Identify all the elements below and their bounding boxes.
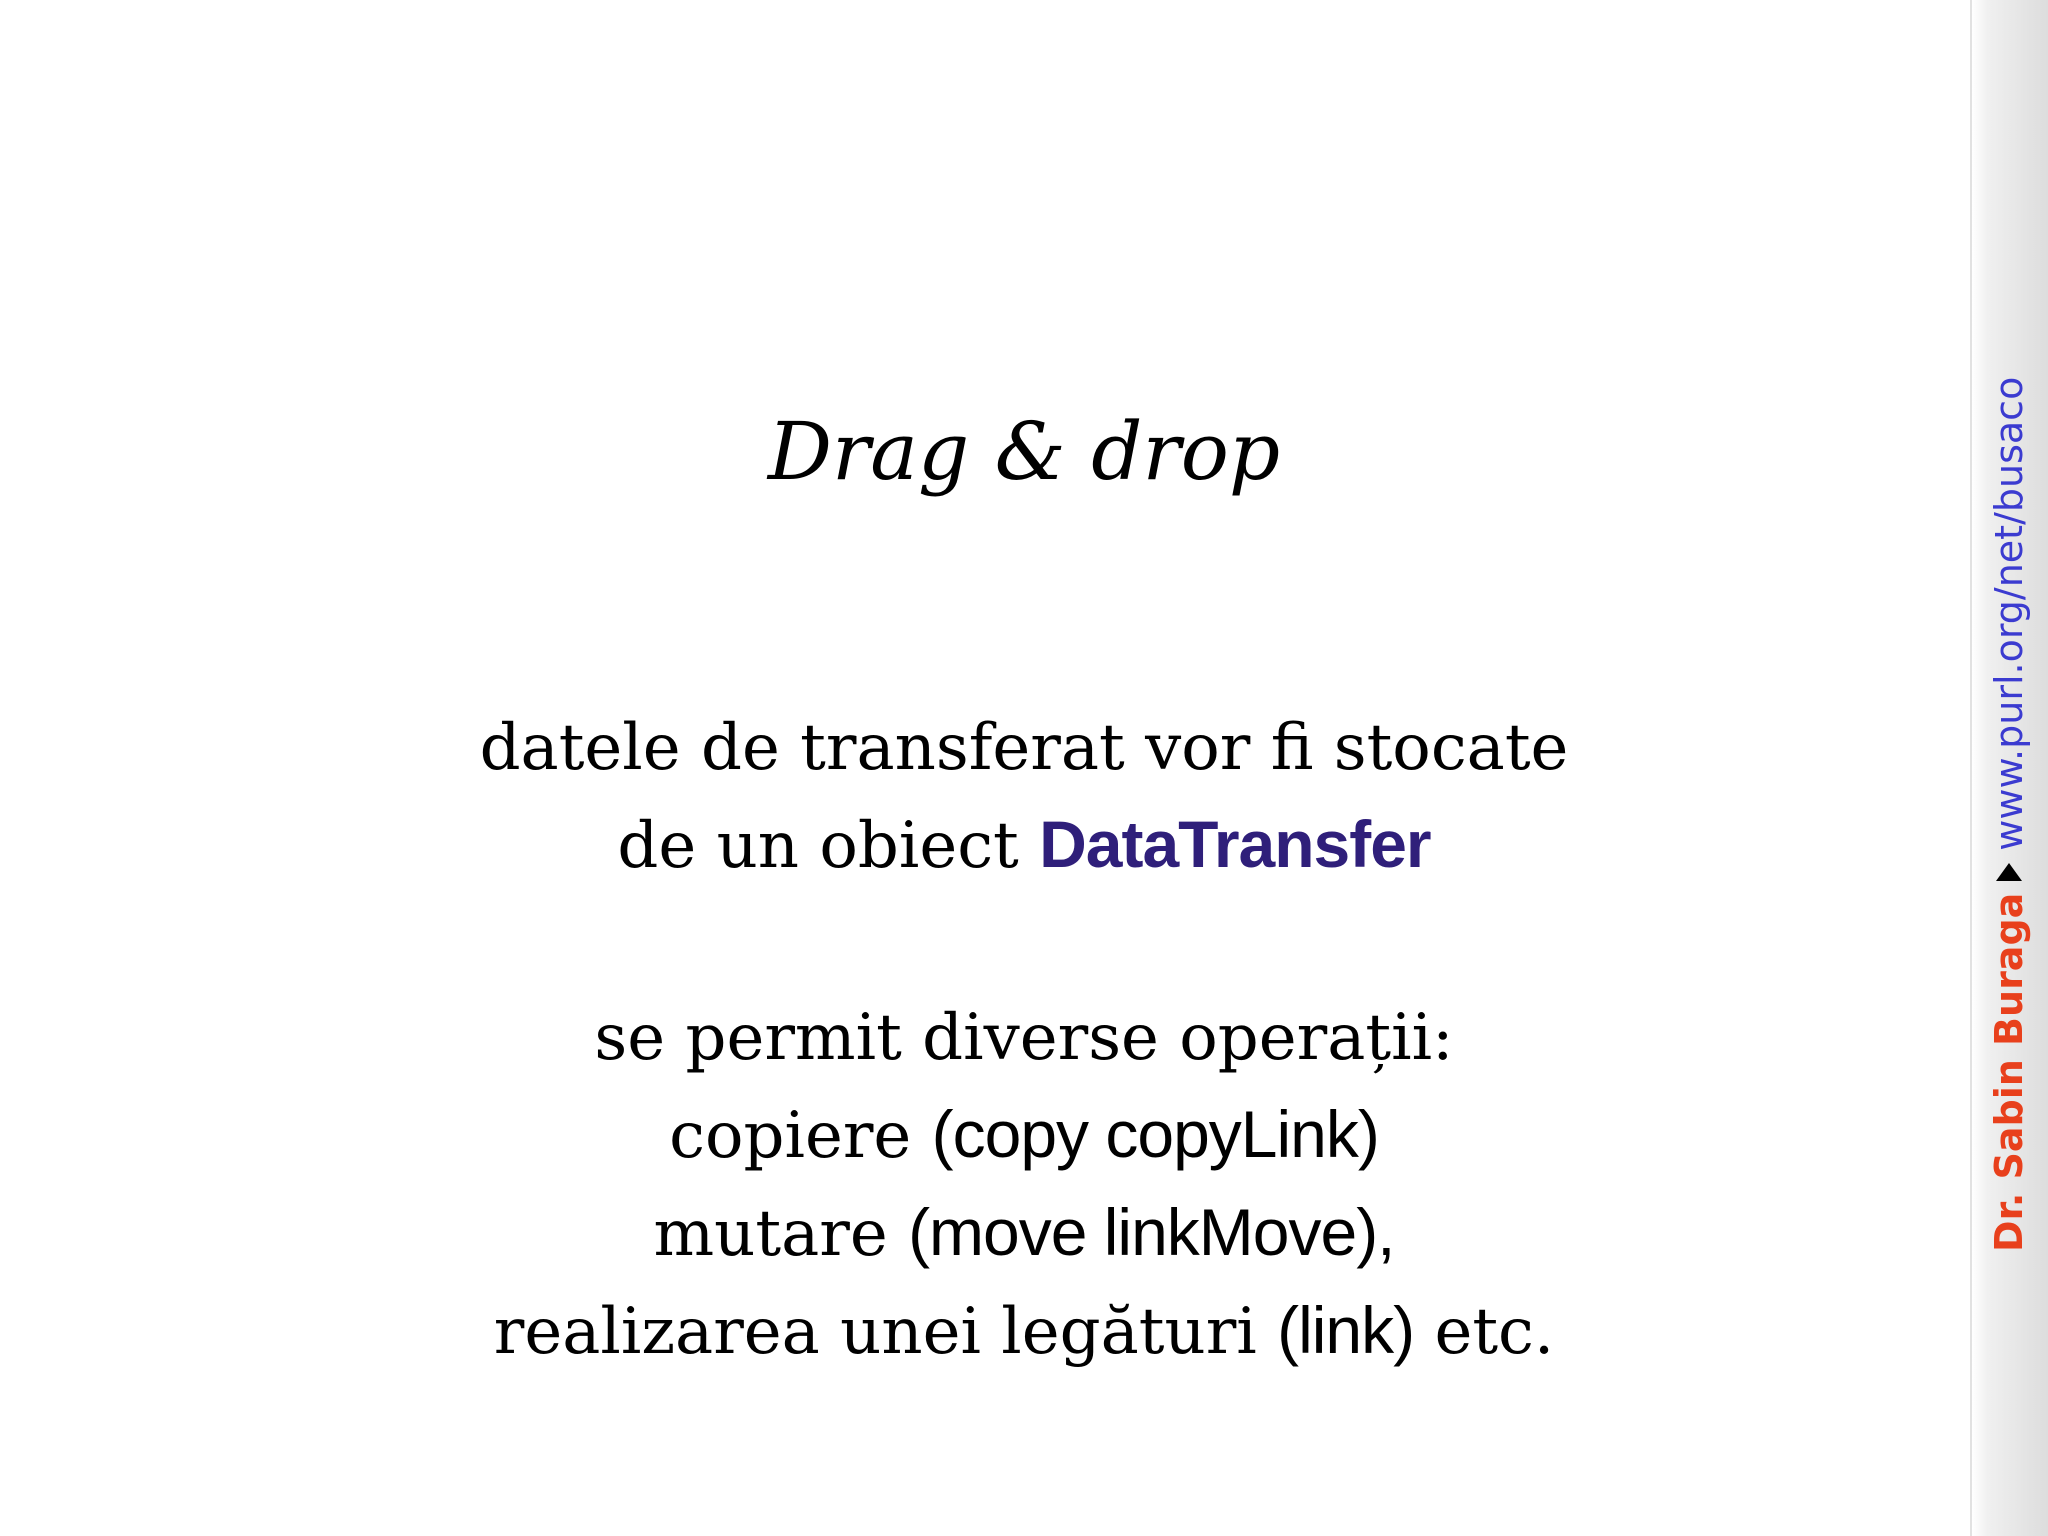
body-line: se permit diverse operații:	[594, 1001, 1454, 1075]
body-line	[0, 1184, 2048, 1282]
body-text: realizarea unei legături	[493, 1295, 1278, 1369]
body-text: de un obiect	[617, 809, 1040, 883]
body-line: datele de transferat vor fi stocate	[479, 711, 1569, 785]
body-text: copiere	[669, 1099, 932, 1173]
body-text: etc.	[1414, 1295, 1555, 1369]
code-text: (move linkMove),	[908, 1195, 1395, 1269]
datatransfer-keyword: DataTransfer	[1039, 807, 1431, 881]
sidebar-credit	[1987, 376, 2048, 1252]
author-url-link[interactable]: www.purl.org/net/busaco	[1987, 376, 2031, 851]
author-name: Dr. Sabin Buraga	[1987, 892, 2031, 1252]
slide-title	[0, 402, 2048, 502]
body-line	[0, 796, 2048, 894]
triangle-right-icon	[1996, 863, 2022, 881]
body-line	[0, 1282, 2048, 1380]
body-block-operations	[0, 990, 2048, 1380]
body-text: mutare	[653, 1197, 909, 1271]
body-line	[0, 1086, 2048, 1184]
code-text: (copy copyLink)	[931, 1097, 1379, 1171]
code-text: (link)	[1277, 1293, 1415, 1367]
slide-title-text: Drag & drop	[767, 405, 1281, 498]
body-block-transfer	[0, 700, 2048, 894]
